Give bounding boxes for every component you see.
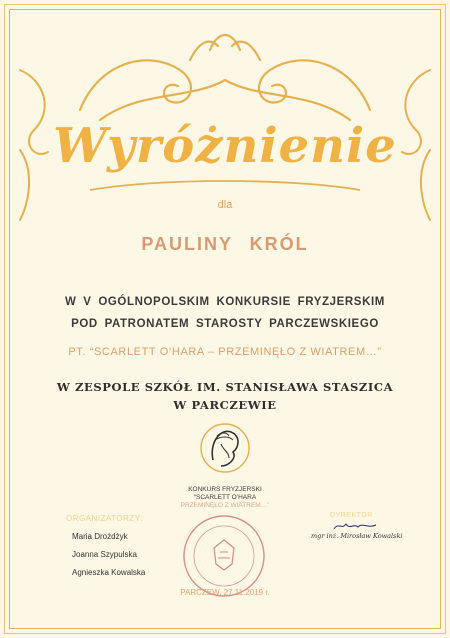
logo-caption-line-2: “SCARLETT O’HARA bbox=[193, 494, 257, 501]
contest-line-2: POD PATRONATEM STAROSTY PARCZEWSKIEGO bbox=[71, 318, 379, 330]
recipient-name: PAULINY KRÓL bbox=[141, 234, 309, 254]
director-signature bbox=[332, 520, 378, 532]
organizer-name-1: Maria Drożdżyk bbox=[72, 532, 128, 541]
school-line-1: W ZESPOLE SZKÓŁ IM. STANISŁAWA STASZICA bbox=[56, 380, 394, 394]
contest-line-1: W V OGÓLNOPOLSKIM KONKURSIE FRYZJERSKIM bbox=[65, 296, 385, 308]
director-heading: DYREKTOR bbox=[330, 512, 373, 519]
official-stamp-icon bbox=[180, 512, 268, 600]
organizer-name-2: Joanna Szypulska bbox=[72, 550, 137, 559]
organizers-heading: ORGANIZATORZY: bbox=[66, 514, 143, 523]
for-label: dla bbox=[217, 199, 233, 211]
top-flourish bbox=[60, 20, 390, 130]
date-place: PARCZEW, 27.11.2019 r. bbox=[180, 588, 270, 597]
logo-caption-line-3: PRZEMINĘŁO Z WIATREM…” bbox=[180, 502, 270, 509]
organizer-name-3: Agnieszka Kowalska bbox=[72, 568, 146, 577]
logo-caption-line-1: KONKURS FRYZJERSKI bbox=[188, 486, 262, 493]
director-name: mgr inż. Mirosław Kowalski bbox=[311, 532, 403, 540]
contest-logo-icon bbox=[199, 422, 251, 478]
diploma-title: Wyróżnienie bbox=[53, 118, 397, 174]
school-line-2: W PARCZEWIE bbox=[173, 398, 277, 412]
contest-title: PT. “SCARLETT O’HARA – PRZEMINĘŁO Z WIATREM…” bbox=[68, 346, 382, 358]
title-underline-flourish bbox=[80, 178, 370, 200]
logo-caption bbox=[150, 486, 300, 510]
